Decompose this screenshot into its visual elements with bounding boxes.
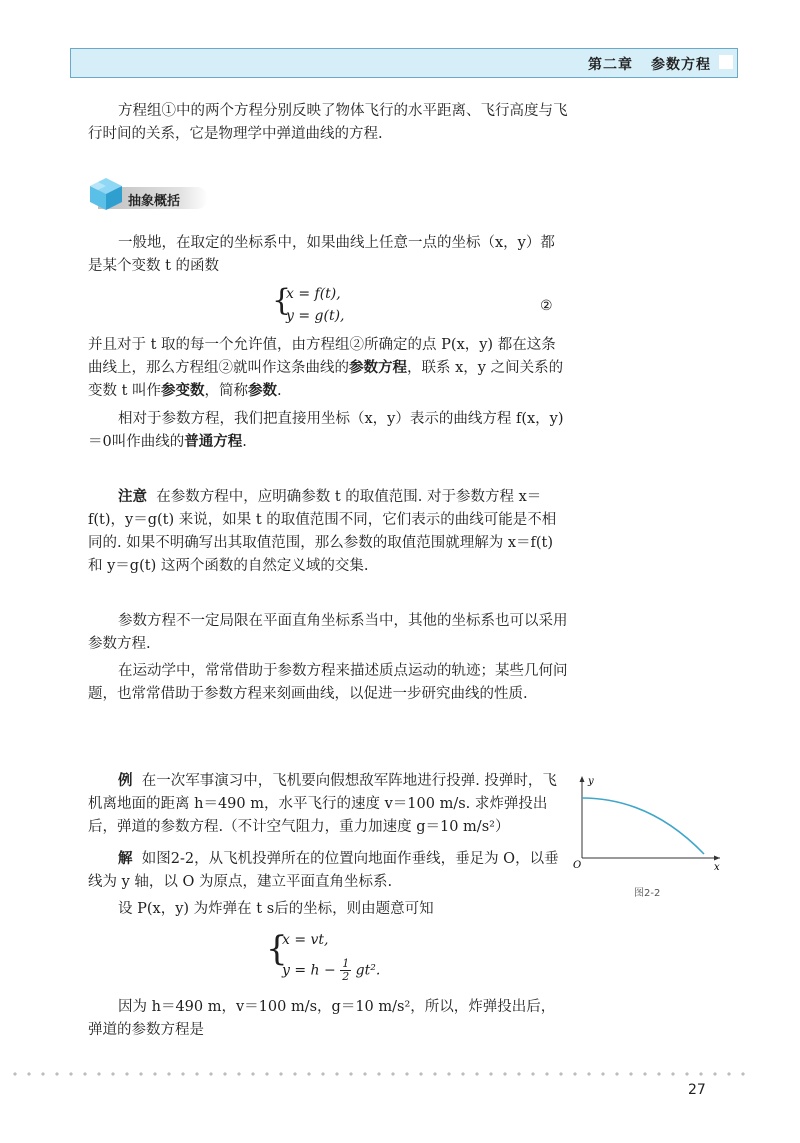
definition-paragraph-2 bbox=[88, 334, 568, 403]
trajectory-line-2 bbox=[282, 958, 380, 983]
definition-text-a: 并且对于 t 取的每一个允许值，由方程组②所确定的点 P(x，y) 都在这条曲线上，那么方程组②就叫作这条曲线的 bbox=[88, 337, 556, 376]
note-text: 在参数方程中，应明确参数 t 的取值范围. 对于参数方程 x＝f(t)，y＝g(t) 来说，如果 t 的取值范围不同，它们表示的曲线可能是不相同的. 如果不明确写出其取值范围，那么参数的取值范围就理解为 x＝f(t) 和 y＝g(t) 这两个函数的自然定义域的交集. bbox=[88, 489, 557, 574]
keyword-parameter: 参数 bbox=[248, 383, 278, 399]
origin-label: O bbox=[573, 860, 582, 871]
example-text: 在一次军事演习中，飞机要向假想敌军阵地进行投弹. 投弹时，飞机离地面的距离 h＝490 m，水平飞行的速度 v＝100 m/s. 求炸弹投出后，弹道的参数方程.（不计空气阻力，重力加速度 g＝10 m/s²） bbox=[88, 773, 557, 835]
solution-label: 解 bbox=[118, 851, 133, 867]
intro-paragraph: 方程组①中的两个方程分别反映了物体飞行的水平距离、飞行高度与飞行时间的关系，它是物理学中弹道曲线的方程. bbox=[88, 103, 568, 142]
trajectory-eq-right: gt². bbox=[355, 962, 381, 979]
page-number: 27 bbox=[688, 1082, 706, 1098]
keyword-ordinary-equation: 普通方程 bbox=[184, 434, 243, 450]
chapter-title: 参数方程 bbox=[651, 57, 711, 73]
brace-symbol: { bbox=[272, 283, 292, 318]
y-axis-arrow bbox=[580, 776, 585, 782]
solution-paragraph bbox=[88, 848, 568, 894]
figure-caption: 图2-2 bbox=[634, 888, 661, 899]
fraction-denominator: 2 bbox=[342, 970, 350, 983]
coordinate-systems-paragraph: 参数方程不一定局限在平面直角坐标系当中，其他的坐标系也可以采用参数方程. bbox=[88, 613, 568, 652]
keyword-parameter-variable: 参变数 bbox=[161, 383, 205, 399]
trajectory-eq-left: y = h − bbox=[282, 962, 336, 979]
trajectory-figure bbox=[570, 770, 730, 880]
x-axis-arrow bbox=[714, 856, 720, 861]
definition-text-b: ，联系 x，y 之间关系的变数 t 叫作 bbox=[88, 360, 564, 399]
cube-icon bbox=[88, 176, 124, 212]
section-banner bbox=[88, 174, 208, 214]
keyword-parametric-equation: 参数方程 bbox=[349, 360, 407, 376]
ordinary-equation-text-a: 相对于参数方程，我们把直接用坐标（x，y）表示的曲线方程 f(x，y)＝0叫作曲线的 bbox=[88, 411, 564, 450]
definition-paragraph-1: 一般地，在取定的坐标系中，如果曲线上任意一点的坐标（x，y）都是某个变数 t 的函数 bbox=[88, 235, 555, 274]
chapter-label: 第二章 bbox=[588, 57, 633, 73]
chapter-header bbox=[70, 48, 738, 78]
section-title: 抽象概括 bbox=[128, 194, 181, 209]
system-2-line-1: x = f(t), bbox=[286, 286, 341, 302]
system-2-line-2: y = g(t), bbox=[286, 308, 345, 324]
note-label: 注意 bbox=[118, 489, 147, 505]
note-paragraph bbox=[88, 486, 568, 578]
ordinary-equation-text-b: . bbox=[242, 434, 247, 450]
brace-symbol-2: { bbox=[266, 929, 288, 969]
fraction-numerator: 1 bbox=[342, 957, 350, 970]
fraction-one-half bbox=[340, 958, 351, 983]
definition-text-d: . bbox=[277, 383, 282, 399]
footer-dotted-rule bbox=[8, 1072, 748, 1076]
y-axis-label: y bbox=[588, 776, 594, 787]
solution-paragraph-2: 设 P(x，y) 为炸弹在 t s后的坐标，则由题意可知 bbox=[118, 901, 434, 917]
trajectory-curve bbox=[582, 798, 704, 854]
x-axis-label: x bbox=[714, 862, 720, 873]
example-label: 例 bbox=[118, 773, 133, 789]
kinematics-paragraph: 在运动学中，常常借助于参数方程来描述质点运动的轨迹；某些几何问题，也常常借助于参数方程来刻画曲线，以促进一步研究曲线的性质. bbox=[88, 663, 568, 702]
solution-paragraph-3: 因为 h＝490 m，v＝100 m/s，g＝10 m/s²，所以，炸弹投出后，弹道的参数方程是 bbox=[88, 999, 556, 1038]
header-text bbox=[588, 54, 711, 74]
definition-paragraph-3 bbox=[88, 408, 568, 454]
trajectory-line-1: x = vt, bbox=[282, 932, 329, 948]
header-square-mark bbox=[719, 55, 733, 69]
definition-text-c: ，简称 bbox=[204, 383, 249, 399]
equation-number: ② bbox=[540, 298, 553, 314]
example-paragraph bbox=[88, 770, 568, 839]
solution-text: 如图2-2，从飞机投弹所在的位置向地面作垂线，垂足为 O，以垂线为 y 轴，以 O 为原点，建立平面直角坐标系. bbox=[88, 851, 559, 890]
